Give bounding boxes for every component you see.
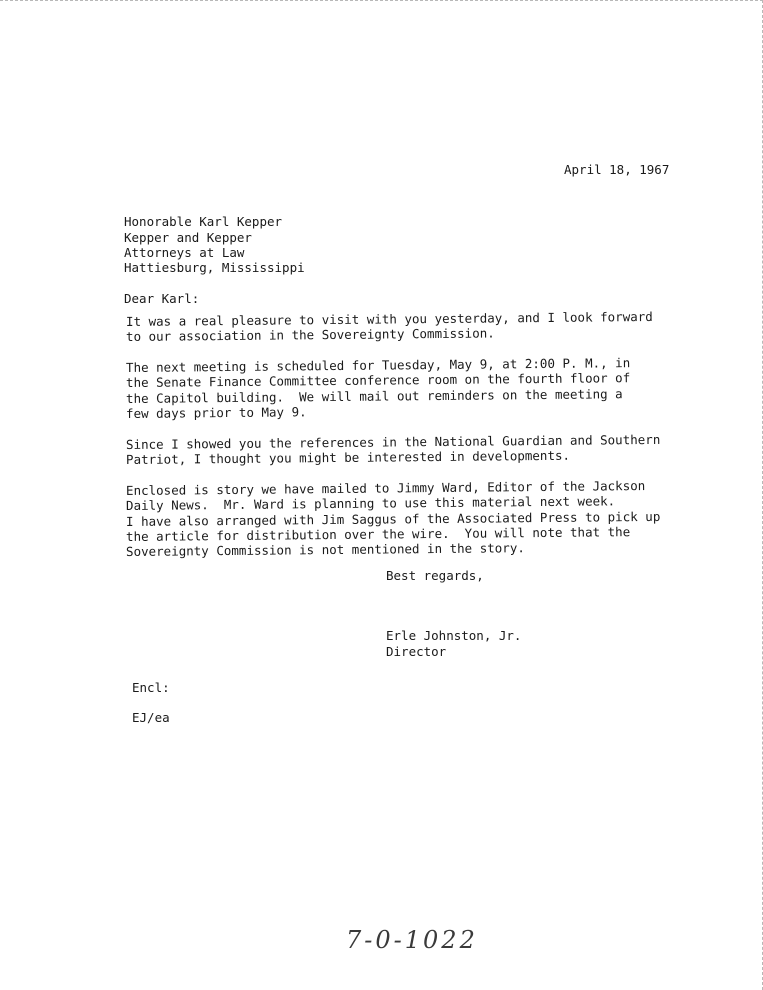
recipient-city: Hattiesburg, Mississippi	[124, 260, 305, 275]
paragraph-3-line-2: Patriot, I thought you might be interested in developments.	[125, 447, 571, 467]
paragraph-4-line-5: Sovereignty Commission is not mentioned in the story.	[125, 540, 525, 559]
salutation: Dear Karl:	[124, 291, 200, 306]
handwritten-file-number: 7-0-1022	[346, 926, 478, 954]
paragraph-4-line-4: the article for distribution over the wire. You will note that the	[125, 524, 631, 544]
paragraph-4-line-2: Daily News. Mr. Ward is planning to use this material next week.	[125, 493, 616, 513]
paragraph-2-line-3: the Capitol building. We will mail out reminders on the meeting a	[125, 386, 623, 406]
paragraph-1-line-2: to our association in the Sovereignty Commission.	[125, 325, 495, 344]
signer-name: Erle Johnston, Jr.	[386, 628, 522, 643]
signer-title: Director	[386, 644, 447, 659]
paragraph-1-line-1: It was a real pleasure to visit with you yesterday, and I look forward	[125, 308, 653, 329]
recipient-title: Attorneys at Law	[124, 245, 245, 260]
paragraph-3-line-1: Since I showed you the references in the National Guardian and Southern	[125, 431, 661, 452]
typist-initials: EJ/ea	[132, 710, 170, 725]
paragraph-2-line-2: the Senate Finance Committee conference room on the fourth floor of	[125, 370, 631, 390]
paragraph-4-line-1: Enclosed is story we have mailed to Jimmy Ward, Editor of the Jackson	[125, 478, 646, 498]
paragraph-2-line-4: few days prior to May 9.	[125, 404, 307, 421]
recipient-firm: Kepper and Kepper	[124, 230, 252, 245]
page-top-border	[0, 0, 763, 1]
enclosure-note: Encl:	[132, 680, 170, 695]
recipient-name: Honorable Karl Kepper	[124, 214, 283, 229]
paragraph-4-line-3: I have also arranged with Jim Saggus of the Associated Press to pick up	[125, 508, 661, 529]
closing: Best regards,	[386, 568, 484, 583]
letter-date: April 18, 1967	[564, 162, 670, 177]
paragraph-2-line-1: The next meeting is scheduled for Tuesday, May 9, at 2:00 P. M., in	[125, 355, 631, 375]
